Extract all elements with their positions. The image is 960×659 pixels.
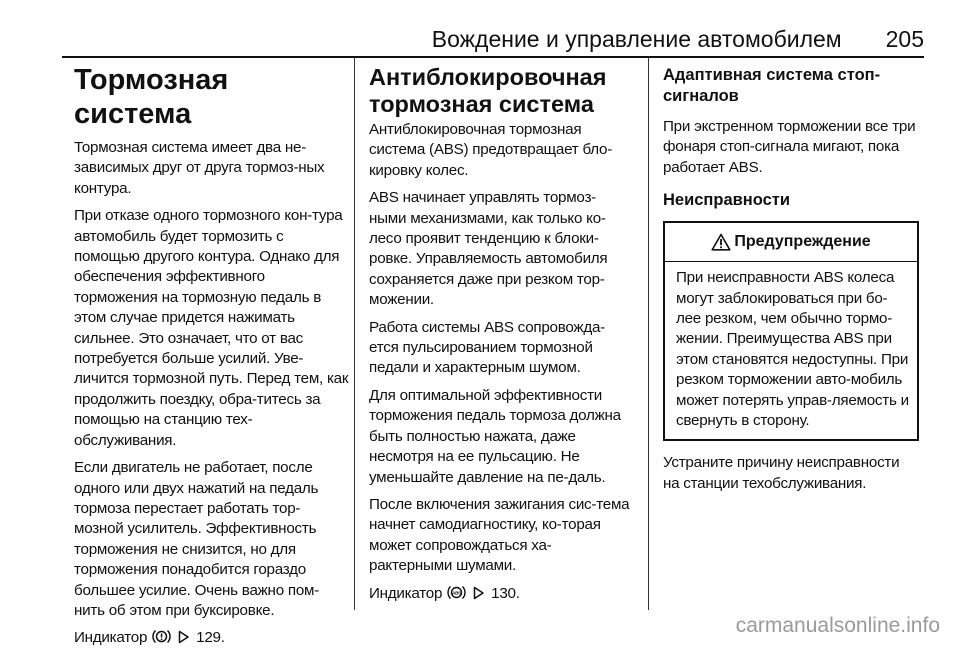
paragraph: Тормозная система имеет два не-зависимых друг от друга тормоз-ных контура. bbox=[74, 139, 325, 197]
indicator-reference bbox=[74, 628, 349, 651]
column-divider-1 bbox=[354, 58, 355, 610]
warning-box bbox=[663, 221, 919, 441]
svg-text:ABS: ABS bbox=[452, 589, 462, 595]
abs-title: Антиблокировочная тормозная система bbox=[369, 64, 607, 117]
page-reference-arrow-icon bbox=[178, 630, 190, 650]
warning-text: При неисправности ABS колеса могут заблокироваться при бо-лее резком, чем обычно тормо-жении. Преимущества ABS при этом становятся недоступны. При резком торможении авто-мобиль может потерять управ-ляемость и свернуть в сторону. bbox=[676, 269, 909, 430]
column-divider-2 bbox=[648, 58, 649, 610]
page-number: 205 bbox=[885, 25, 924, 52]
paragraph: Для оптимальной эффективности торможения педаль тормоза должна быть полностью нажата, даже несмотря на ее пульсацию. Не уменьшайте давление на пе-даль. bbox=[369, 386, 621, 486]
paragraph: Работа системы ABS сопровожда-ется пульсированием тормозной педали и характерным шумом. bbox=[369, 318, 605, 377]
paragraph: После включения зажигания сис-тема начнет самодиагностику, ко-торая может сопровождаться ха-рактерными шумами. bbox=[369, 495, 630, 575]
indicator-label: Индикатор bbox=[74, 629, 148, 647]
column-adaptive-brake-lights bbox=[663, 58, 919, 501]
indicator-reference bbox=[369, 584, 633, 607]
warning-title: Предупреждение bbox=[734, 233, 871, 251]
paragraph: ABS начинает управлять тормоз-ными механизмами, как только ко-лесо проявит тенденцию к блоки-ровке. Управляемость автомобиля сохраняется даже при резком тор-можении. bbox=[369, 189, 608, 309]
indicator-page-ref[interactable]: 129. bbox=[196, 629, 225, 647]
page-reference-arrow-icon bbox=[473, 586, 485, 606]
faults-subtitle: Неисправности bbox=[663, 191, 791, 210]
warning-header bbox=[665, 223, 917, 262]
column-abs bbox=[369, 58, 633, 614]
paragraph: При отказе одного тормозного кон-тура автомобиль будет тормозить с помощью другого контура. Однако для обеспечения эффективного торможения на тормозную педаль в этом случае придется нажимать сильнее. Это означает, что от вас потребуется больше усилий. Уве-личится тормозной путь. Перед тем, как продолжить поездку, обра-титесь за помощью на станцию тех-обслуживания. bbox=[74, 207, 349, 449]
paragraph: При экстренном торможении все три фонаря стоп-сигнала мигают, пока работает ABS. bbox=[663, 118, 916, 176]
paragraph: Устраните причину неисправности на станции техобслуживания. bbox=[663, 454, 900, 492]
section-title: Вождение и управление автомобилем bbox=[431, 25, 842, 52]
paragraph: Если двигатель не работает, после одного или двух нажатий на педаль тормоза перестает работать тор-мозной усилитель. Эффективность торможения не снизится, но для торможения понадобится гораздо большее усилие. Очень важно пом-нить об этом при буксировке. bbox=[74, 459, 320, 619]
indicator-label: Индикатор bbox=[369, 584, 443, 602]
warning-body bbox=[665, 262, 917, 439]
watermark: carmanualsonline.info bbox=[735, 614, 940, 637]
paragraph: Антиблокировочная тормозная система (ABS) предотвращает бло-кировку колес. bbox=[369, 121, 613, 179]
indicator-page-ref[interactable]: 130. bbox=[491, 584, 520, 602]
adaptive-brake-lights-title: Адаптивная система стоп-сигналов bbox=[663, 66, 881, 105]
warning-triangle-icon bbox=[711, 233, 731, 251]
abs-indicator-icon bbox=[447, 584, 466, 607]
brake-warning-icon bbox=[152, 628, 171, 651]
brake-system-title: Тормозная система bbox=[74, 64, 229, 130]
page-header bbox=[62, 24, 924, 54]
column-brake-system bbox=[74, 58, 349, 659]
